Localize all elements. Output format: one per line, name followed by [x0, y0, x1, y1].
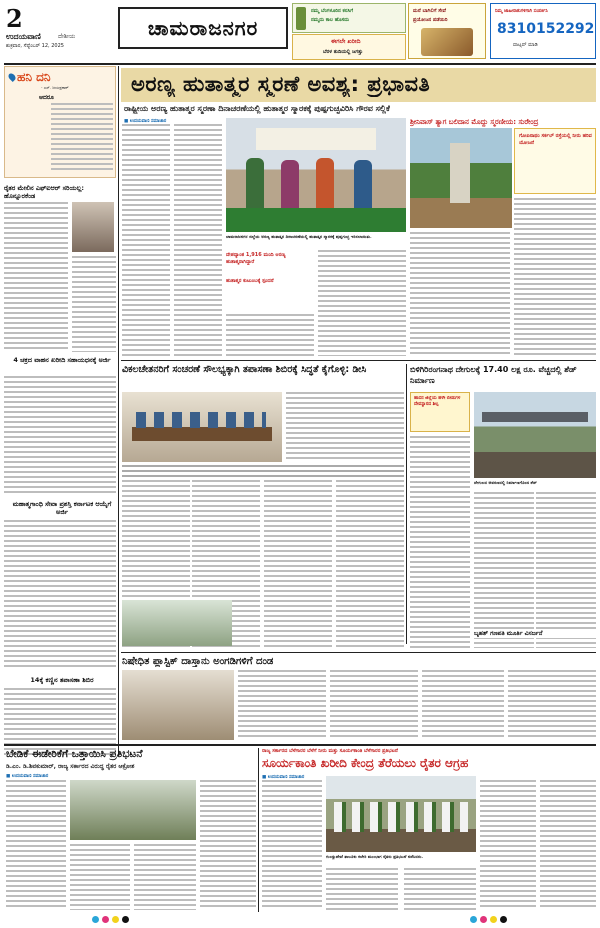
bottom-left-col5 [200, 780, 256, 910]
middle-divider-1 [406, 364, 407, 644]
lead-right-text [514, 198, 596, 356]
lead-photo-person2 [281, 160, 299, 208]
date-line: ಶುಕ್ರವಾರ, ಸೆಪ್ಟೆಂಬರ್ 12, 2025 [6, 43, 64, 49]
poem-text [51, 103, 113, 173]
protest-crowd [334, 802, 468, 832]
bottom-left-sub: ಡಿ.ಎಂ. ಡಿ.ಶಿವಕುಮಾರ್, ರಾಜ್ಯ ಸರ್ಕಾರದ ವಿರುದ್ಧ ರೈತರ ಆಕ್ರೋಶ [6, 763, 135, 770]
meeting-photo [122, 392, 282, 462]
sidebar-story3-text [4, 520, 116, 670]
top-ad-4 [490, 3, 596, 59]
meeting-table [132, 427, 272, 441]
bottom-left-col3 [70, 844, 130, 910]
bottom-right-col2 [326, 868, 398, 910]
lead-right-headline: ಶ್ರೀನಿವಾಸ್ ತ್ಯಾಗ ಬಲಿದಾನ ಮೊದ್ದು ಸ್ಮರಣೀಯ: ಸುರೇಂದ್ರ [410, 118, 539, 126]
bottom-left-col4 [134, 844, 196, 910]
registration-marks [0, 914, 600, 926]
plastic-raid-photo [122, 670, 234, 740]
registration-dot-cyan-2 [470, 916, 477, 923]
registration-dot-black-2 [500, 916, 507, 923]
sidebar-story2-text [4, 376, 116, 496]
page-number: 2 [6, 4, 23, 33]
sidebar-portrait [72, 202, 114, 252]
hani-dani-box [4, 66, 116, 178]
story-a-col5 [336, 480, 404, 648]
bottom-rule [4, 744, 596, 746]
story-c-headline: ಬೃಹತ್ ಗಣಪತಿ ಮೂರ್ತಿ ವಿಸರ್ಜನೆ [474, 630, 596, 638]
sidebar-story1-text2 [72, 256, 116, 352]
lead-photo-person1 [246, 158, 264, 208]
edition-tag: ದೇಶೀಯ [58, 33, 76, 40]
ad2-line1: ಈಗಲೇ ಖರೀದಿ [331, 38, 361, 45]
lead-photo-table [226, 208, 406, 232]
story-a-col4 [264, 480, 332, 648]
story-d-col4 [508, 670, 596, 740]
bottom-right-col4 [480, 780, 536, 910]
story-b-col2 [474, 492, 534, 648]
hani-dani-author: - ಎಸ್. ಜಯಪ್ರಕಾಶ್ [41, 85, 69, 90]
story-b-col1 [410, 436, 470, 648]
lead-photo-banner [256, 128, 376, 150]
ad3-line2: ಪ್ರಯೋಜನ ಪಡೆಯಿರಿ [413, 17, 448, 23]
ad3-line1: ಮನೆ ಬಾಗಿಲಿಗೆ ಸೇವೆ [413, 8, 446, 14]
masthead [0, 0, 600, 62]
story-b-box-text: ಹಾಸನ ಜಿಲ್ಲೆಯ ಹಳೇ ಬೀಡುಗಳ ದೇವಸ್ಥಾನದ ಶಿಲ್ಪ [414, 396, 461, 407]
story-b-caption: ದೇಗುಲದ ಆವರಣದಲ್ಲಿ ನಿರ್ಮಾಣಗೊಂಡ ಶೆಡ್ [474, 480, 538, 485]
phone-illustration-icon [296, 7, 306, 30]
lead-bullet-box [226, 250, 314, 310]
hani-dani-brand: ಹನಿ ದನಿ [17, 70, 51, 84]
registration-dot-yellow-2 [490, 916, 497, 923]
lead-photo-person3 [316, 158, 334, 208]
masthead-rule [4, 63, 596, 65]
district-box [118, 7, 288, 49]
bottom-right-kicker: ರಾಜ್ಯ ಸರ್ಕಾರದ ಬೆಳೆಗಾರರ ಬೆಳೆಗೆ ನೀರು ಮತ್ತು ಸೂರ್ಯಕಾಂತಿ ಬೆಳೆಗಾರರ ಪ್ರತಿಭಟನೆ [262, 748, 398, 754]
sidebar-story2-headline: 4 ಚಕ್ರದ ವಾಹನ ಖರೀದಿ ಸಹಾಯಧನಕ್ಕೆ ಅರ್ಜಿ [13, 356, 111, 364]
story-b-headline: ಬಿಳಿಗಿರಿರಂಗನಾಥ ದೇಗುಲಕ್ಕೆ 17.40 ಲಕ್ಷ ರೂ. ವೆಚ್ಚದಲ್ಲಿ ಶೆಡ್ ನಿರ್ಮಾಣ [410, 365, 577, 385]
bottom-left-byline: ■ ಉದಯವಾಣಿ ಸಮಾಚಾರ [6, 774, 49, 779]
lead-subhead: ರಾಷ್ಟ್ರೀಯ ಅರಣ್ಯ ಹುತಾತ್ಮರ ಸ್ಮರಣಾ ದಿನಾಚರಣೆಯಲ್ಲಿ ಹುತಾತ್ಮರ ಸ್ಮಾರಕಕ್ಕೆ ಪುಷ್ಪಗುಚ್ಛವಿರಿಸಿ ಗೌರವ ಸಲ್ಲಿಕೆ [124, 104, 390, 113]
ad1-line1: ನಮ್ಮ ಬೆಂಗಳೂರಿನ ಕನಸಿಗೆ [311, 8, 354, 14]
story-a-photo2 [122, 600, 232, 646]
bottom-left-headline: ಬೇಡಿಕೆ ಈಡೇರಿಕೆಗೆ ಒತ್ತಾಯಿಸಿ ಪ್ರತಿಭಟನೆ [6, 748, 143, 760]
lead-photo [226, 118, 406, 232]
bottom-right-headline: ಸೂರ್ಯಕಾಂತಿ ಖರೀದಿ ಕೇಂದ್ರ ತೆರೆಯಲು ರೈತರ ಆಗ್ರಹ [262, 756, 469, 770]
lead-photo-person4 [354, 160, 372, 208]
paper-name: ಉದಯವಾಣಿ [6, 32, 41, 41]
sidebar-story1-text [4, 202, 68, 352]
registration-dot-magenta-2 [480, 916, 487, 923]
sidebar-story1-headline: ರೈತರ ಮೇಲಿನ ಎಫ್ಐಆರ್ ಸರಿಯಲ್ಲ: ಹೊನ್ನೂರಕೆಂಡ [4, 184, 85, 200]
story-d-col1 [238, 670, 326, 740]
registration-dot-cyan [92, 916, 99, 923]
bottom-right-col5 [540, 780, 596, 910]
ad2-line2: ಬೆರಳ ತುದಿಯಲ್ಲಿ ಜಗತ್ತು [323, 49, 363, 55]
lead-byline: ■ ಉದಯವಾಣಿ ಸಮಾಚಾರ [124, 119, 167, 124]
lead-right-text2 [410, 232, 510, 356]
bottom-right-col3 [404, 868, 476, 910]
registration-dot-black [122, 916, 129, 923]
lead-headline: ಅರಣ್ಯ ಹುತಾತ್ಮರ ಸ್ಮರಣೆ ಅವಶ್ಯ: ಪ್ರಭಾವತಿ [131, 72, 431, 96]
story-b-col3 [536, 492, 596, 648]
lead-caption: ಚಾಮರಾಜನಗರ ಜಿಲ್ಲೆಯ ಅರಣ್ಯ ಹುತಾತ್ಮರ ದಿನಾಚರಣೆಯಲ್ಲಿ ಹುತಾತ್ಮರ ಸ್ಮಾರಕಕ್ಕೆ ಪುಷ್ಪಗುಚ್ಛ ಇರಿಸಲಾಯಿತು. [226, 234, 372, 239]
lead-bullet-1: ದೇಶದ್ಯಾಂತ 1,916 ಮಂದಿ ಅರಣ್ಯ ಹುತಾತ್ಮರಾಗಿದ್ದಾರೆ [226, 252, 286, 265]
story-d-headline: ನಿಷೇಧಿತ ಪ್ಲಾಸ್ಟಿಕ್ ದಾಸ್ತಾನು ಅಂಗಡಿಗಳಿಗೆ ದಂಡ [122, 656, 274, 667]
middle-bottom-rule [121, 652, 596, 653]
meeting-people [136, 412, 266, 428]
sunflower-protest-photo [326, 776, 476, 852]
top-ad-3 [408, 3, 486, 59]
memorial-photo [410, 128, 512, 228]
sidebar-divider [118, 66, 119, 756]
bottom-right-col1 [262, 780, 322, 910]
temple-shed-roof [482, 412, 588, 422]
temple-shed-photo [474, 392, 596, 478]
bottom-divider [258, 748, 259, 912]
story-d-col2 [330, 670, 418, 740]
lead-bullet-2: ಹುತಾತ್ಮರ ಕುಟುಂಬಕ್ಕೆ ಸ್ಪಂದನೆ [226, 278, 274, 284]
lead-headline-box [121, 68, 596, 102]
bottom-left-col1 [6, 780, 66, 910]
story-d-col3 [422, 670, 504, 740]
registration-dot-yellow [112, 916, 119, 923]
ad4-line2: ವಾಟ್ಸಪ್ ಮಾಡಿ [513, 42, 538, 48]
meeting-caption [122, 465, 404, 477]
product-image [421, 28, 473, 56]
sidebar [4, 66, 116, 766]
ad1-line2: ನಮ್ಮದು ಕಾಲ ಹೊಸದು [311, 17, 350, 23]
lead-col1 [122, 124, 170, 356]
ad4-line1: ನಿಮ್ಮ ಜಾಹೀರಾತುಗಳಿಗಾಗಿ ಸಂಪರ್ಕಿಸಿ [495, 9, 548, 14]
story-b-box [410, 392, 470, 432]
lead-quote-text: ಗೋಪಿನಾಥಂ ಸರ್ಕಲ್ ರಸ್ತೆಯಲ್ಲಿ ನೀರು ಹರಿವ ಯೋಜನೆ [519, 133, 592, 146]
sidebar-story4-headline: 14ಕ್ಕೆ ಕಣ್ಣಿನ ತಪಾಸಣಾ ಶಿಬಿರ [30, 676, 94, 684]
district-title: ಚಾಮರಾಜನಗರ [147, 16, 259, 40]
lead-quote-box [514, 128, 596, 194]
bottom-right-caption: ಗುಂಡ್ಲುಪೇಟೆ ತಾಲೂಕು ಕಚೇರಿ ಮುಂಭಾಗ ರೈತರು ಪ್ರತಿಭಟನೆ ನಡೆಸಿದರು. [326, 854, 423, 859]
protest-photo-1 [70, 780, 196, 840]
top-ad-2 [292, 34, 406, 60]
lead-col3 [226, 314, 314, 356]
ad4-phone: 8310152292 [497, 21, 595, 37]
sidebar-story3-headline: ಮಹಾತ್ಮಗಾಂಧಿ ಸೇವಾ ಪ್ರಶಸ್ತಿ ಕರ್ನಾಟಕ ಆಯ್ಕೆಗೆ ಅರ್ಜಿ [12, 500, 112, 516]
story-a-headline: ವಿಕಲಚೇತನರಿಗೆ ಸಂಚರಣೆ ಸೌಲಭ್ಯಕ್ಕಾಗಿ ತಪಾಸಣಾ ಶಿಬಿರಕ್ಕೆ ಸಿದ್ಧತೆ ಕೈಗೊಳ್ಳಿ: ಡೀಸಿ [122, 364, 367, 375]
lead-bottom-rule [121, 360, 596, 361]
lead-col2 [174, 124, 222, 356]
bottom-right-byline: ■ ಉದಯವಾಣಿ ಸಮಾಚಾರ [262, 775, 305, 780]
poem-title: ಆದರೂ [39, 94, 54, 101]
memorial-pillar [450, 143, 470, 203]
lead-col4 [318, 250, 406, 356]
story-a-col3 [286, 392, 404, 462]
drop-icon [7, 72, 17, 82]
registration-dot-magenta [102, 916, 109, 923]
top-ad-1 [292, 3, 406, 33]
